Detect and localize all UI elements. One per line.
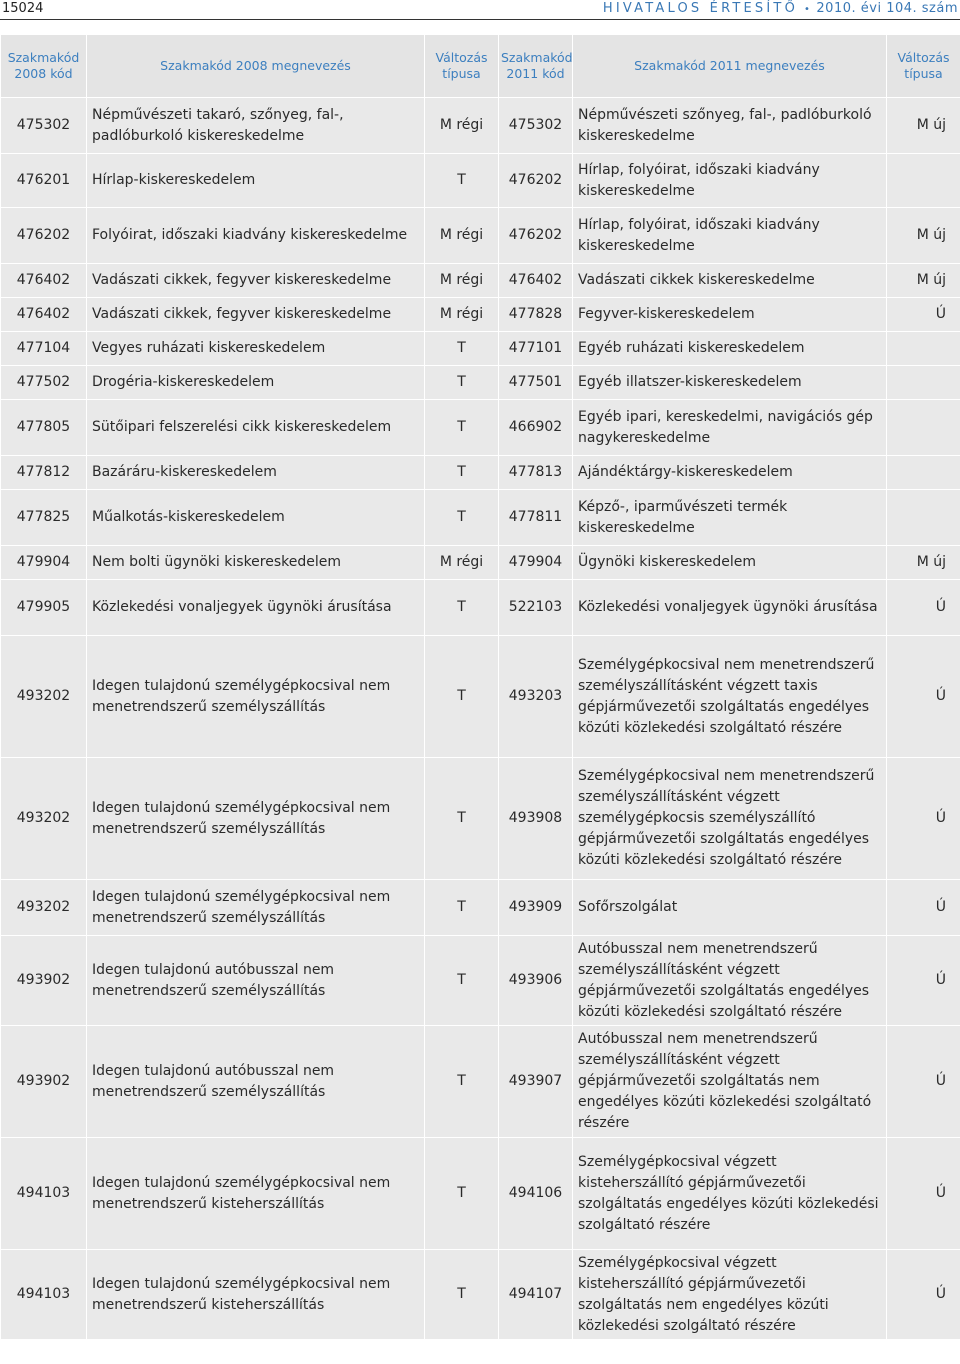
header-type-1: Változás típusa: [425, 35, 499, 98]
cell-type-1: M régi: [425, 298, 499, 332]
cell-name-2008: Vadászati cikkek, fegyver kiskereskedelme: [87, 264, 425, 298]
cell-name-2008: Idegen tulajdonú személygépkocsival nem menetrendszerű személyszállítás: [87, 880, 425, 936]
table-row: [1, 298, 960, 332]
cell-code-2011: 493907: [499, 1026, 573, 1138]
cell-type-2: M új: [887, 264, 960, 298]
cell-code-2008: 493202: [1, 636, 87, 758]
cell-type-2: [887, 154, 960, 208]
table-row: [1, 636, 960, 758]
header-type-2: Változás típusa: [887, 35, 960, 98]
table-row: [1, 1138, 960, 1250]
cell-type-2: [887, 456, 960, 490]
cell-type-1: T: [425, 936, 499, 1026]
cell-type-2: Ú: [887, 1250, 960, 1340]
cell-name-2008: Bazáráru-kiskereskedelem: [87, 456, 425, 490]
code-mapping-table: [0, 34, 960, 1340]
cell-code-2008: 476202: [1, 208, 87, 264]
cell-name-2011: Ajándéktárgy-kiskereskedelem: [573, 456, 887, 490]
cell-code-2011: 493906: [499, 936, 573, 1026]
cell-code-2008: 493902: [1, 936, 87, 1026]
cell-code-2011: 493909: [499, 880, 573, 936]
cell-code-2008: 477502: [1, 366, 87, 400]
cell-type-1: T: [425, 580, 499, 636]
cell-name-2008: Idegen tulajdonú autóbusszal nem menetrendszerű személyszállítás: [87, 936, 425, 1026]
cell-type-2: M új: [887, 98, 960, 154]
cell-type-1: M régi: [425, 546, 499, 580]
separator-dot: •: [804, 4, 811, 15]
cell-code-2011: 477828: [499, 298, 573, 332]
cell-name-2008: Műalkotás-kiskereskedelem: [87, 490, 425, 546]
cell-name-2011: Ügynöki kiskereskedelem: [573, 546, 887, 580]
cell-code-2011: 493908: [499, 758, 573, 880]
publication-title: HIVATALOS ÉRTESÍTŐ: [602, 1, 798, 16]
cell-name-2011: Fegyver-kiskereskedelem: [573, 298, 887, 332]
cell-code-2008: 476402: [1, 298, 87, 332]
cell-type-2: Ú: [887, 298, 960, 332]
cell-name-2008: Vadászati cikkek, fegyver kiskereskedelme: [87, 298, 425, 332]
cell-code-2008: 493202: [1, 880, 87, 936]
cell-code-2008: 477104: [1, 332, 87, 366]
cell-name-2011: Hírlap, folyóirat, időszaki kiadvány kiskereskedelme: [573, 154, 887, 208]
table-row: [1, 580, 960, 636]
cell-name-2008: Nem bolti ügynöki kiskereskedelem: [87, 546, 425, 580]
cell-name-2011: Közlekedési vonaljegyek ügynöki árusítása: [573, 580, 887, 636]
cell-type-2: Ú: [887, 1026, 960, 1138]
table-row: [1, 154, 960, 208]
cell-code-2011: 522103: [499, 580, 573, 636]
cell-name-2011: Autóbusszal nem menetrendszerű személyszállításként végzett gépjárművezetői szolgáltatás engedélyes közúti közlekedési szolgáltató részére: [573, 936, 887, 1026]
cell-name-2011: Személygépkocsival végzett kisteherszállító gépjárművezetői szolgáltatás engedélyes közúti közlekedési szolgáltató részére: [573, 1138, 887, 1250]
table-row: [1, 1026, 960, 1138]
cell-code-2011: 476202: [499, 208, 573, 264]
cell-type-2: Ú: [887, 758, 960, 880]
cell-code-2008: 479905: [1, 580, 87, 636]
cell-type-2: [887, 366, 960, 400]
cell-type-2: M új: [887, 208, 960, 264]
cell-type-2: Ú: [887, 936, 960, 1026]
table-body: [1, 98, 960, 1340]
cell-code-2008: 494103: [1, 1250, 87, 1340]
cell-name-2008: Hírlap-kiskereskedelem: [87, 154, 425, 208]
table-row: [1, 264, 960, 298]
cell-name-2008: Folyóirat, időszaki kiadvány kiskereskedelme: [87, 208, 425, 264]
cell-name-2011: Képző-, iparművészeti termék kiskereskedelme: [573, 490, 887, 546]
cell-name-2011: Autóbusszal nem menetrendszerű személyszállításként végzett gépjárművezetői szolgáltatás nem engedélyes közúti közlekedési szolgáltató részére: [573, 1026, 887, 1138]
cell-type-2: [887, 490, 960, 546]
cell-type-1: T: [425, 1138, 499, 1250]
table-row: [1, 208, 960, 264]
cell-type-1: T: [425, 490, 499, 546]
cell-code-2008: 475302: [1, 98, 87, 154]
cell-type-1: T: [425, 636, 499, 758]
cell-type-1: M régi: [425, 208, 499, 264]
publication-info: [603, 0, 958, 19]
header-rule: [0, 19, 960, 20]
cell-type-2: M új: [887, 546, 960, 580]
cell-name-2011: Sofőrszolgálat: [573, 880, 887, 936]
cell-code-2011: 477813: [499, 456, 573, 490]
cell-name-2008: Sütőipari felszerelési cikk kiskereskedelem: [87, 400, 425, 456]
cell-type-1: T: [425, 1250, 499, 1340]
cell-name-2011: Népművészeti szőnyeg, fal-, padlóburkoló kiskereskedelme: [573, 98, 887, 154]
table-row: [1, 880, 960, 936]
table-row: [1, 400, 960, 456]
table-row: [1, 98, 960, 154]
cell-type-1: T: [425, 332, 499, 366]
table-row: [1, 546, 960, 580]
cell-type-2: Ú: [887, 580, 960, 636]
cell-code-2011: 477101: [499, 332, 573, 366]
cell-type-1: T: [425, 366, 499, 400]
cell-name-2011: Egyéb ipari, kereskedelmi, navigációs gép nagykereskedelme: [573, 400, 887, 456]
cell-name-2011: Hírlap, folyóirat, időszaki kiadvány kiskereskedelme: [573, 208, 887, 264]
table-row: [1, 490, 960, 546]
cell-code-2011: 494107: [499, 1250, 573, 1340]
cell-name-2011: Személygépkocsival nem menetrendszerű személyszállításként végzett személygépkocsis személyszállító gépjárművezetői szolgáltatás engedélyes közúti közlekedési szolgáltató részére: [573, 758, 887, 880]
cell-name-2011: Egyéb illatszer-kiskereskedelem: [573, 366, 887, 400]
table-row: [1, 936, 960, 1026]
table-row: [1, 366, 960, 400]
cell-code-2008: 477825: [1, 490, 87, 546]
cell-type-2: Ú: [887, 636, 960, 758]
cell-code-2011: 494106: [499, 1138, 573, 1250]
issue-number: 2010. évi 104. szám: [816, 1, 958, 16]
cell-code-2008: 494103: [1, 1138, 87, 1250]
table-header-row: [1, 35, 960, 98]
cell-code-2008: 477812: [1, 456, 87, 490]
cell-name-2008: Idegen tulajdonú autóbusszal nem menetrendszerű személyszállítás: [87, 1026, 425, 1138]
table-row: [1, 456, 960, 490]
header-name-2011: Szakmakód 2011 megnevezés: [573, 35, 887, 98]
cell-code-2008: 493202: [1, 758, 87, 880]
cell-type-2: [887, 400, 960, 456]
cell-code-2011: 475302: [499, 98, 573, 154]
cell-name-2008: Idegen tulajdonú személygépkocsival nem menetrendszerű személyszállítás: [87, 636, 425, 758]
cell-type-1: M régi: [425, 98, 499, 154]
cell-type-1: T: [425, 880, 499, 936]
cell-name-2008: Népművészeti takaró, szőnyeg, fal-, padlóburkoló kiskereskedelme: [87, 98, 425, 154]
table-row: [1, 1250, 960, 1340]
cell-type-1: T: [425, 1026, 499, 1138]
cell-code-2008: 476402: [1, 264, 87, 298]
cell-type-1: T: [425, 154, 499, 208]
cell-name-2008: Idegen tulajdonú személygépkocsival nem menetrendszerű személyszállítás: [87, 758, 425, 880]
cell-code-2008: 479904: [1, 546, 87, 580]
cell-code-2008: 477805: [1, 400, 87, 456]
cell-name-2011: Személygépkocsival végzett kisteherszállító gépjárművezetői szolgáltatás nem engedélyes közúti közlekedési szolgáltató részére: [573, 1250, 887, 1340]
header-code-2011: Szakmakód 2011 kód: [499, 35, 573, 98]
header-name-2008: Szakmakód 2008 megnevezés: [87, 35, 425, 98]
cell-type-1: T: [425, 400, 499, 456]
cell-code-2008: 476201: [1, 154, 87, 208]
cell-code-2011: 479904: [499, 546, 573, 580]
cell-name-2011: Személygépkocsival nem menetrendszerű személyszállításként végzett taxis gépjárművezetői szolgáltatás engedélyes közúti közlekedési szolgáltató részére: [573, 636, 887, 758]
table-row: [1, 758, 960, 880]
cell-code-2011: 493203: [499, 636, 573, 758]
cell-type-1: T: [425, 758, 499, 880]
header-code-2008: Szakmakód 2008 kód: [1, 35, 87, 98]
cell-type-2: [887, 332, 960, 366]
cell-name-2008: Idegen tulajdonú személygépkocsival nem menetrendszerű kisteherszállítás: [87, 1250, 425, 1340]
cell-code-2011: 476402: [499, 264, 573, 298]
cell-name-2008: Idegen tulajdonú személygépkocsival nem menetrendszerű kisteherszállítás: [87, 1138, 425, 1250]
cell-name-2008: Vegyes ruházati kiskereskedelem: [87, 332, 425, 366]
page-number: 15024: [2, 1, 44, 16]
cell-name-2008: Közlekedési vonaljegyek ügynöki árusítása: [87, 580, 425, 636]
cell-type-1: T: [425, 456, 499, 490]
cell-code-2011: 466902: [499, 400, 573, 456]
cell-code-2011: 476202: [499, 154, 573, 208]
cell-type-1: M régi: [425, 264, 499, 298]
cell-name-2011: Egyéb ruházati kiskereskedelem: [573, 332, 887, 366]
cell-type-2: Ú: [887, 880, 960, 936]
cell-code-2011: 477501: [499, 366, 573, 400]
cell-code-2008: 493902: [1, 1026, 87, 1138]
cell-name-2008: Drogéria-kiskereskedelem: [87, 366, 425, 400]
cell-code-2011: 477811: [499, 490, 573, 546]
table-row: [1, 332, 960, 366]
cell-type-2: Ú: [887, 1138, 960, 1250]
cell-name-2011: Vadászati cikkek kiskereskedelme: [573, 264, 887, 298]
